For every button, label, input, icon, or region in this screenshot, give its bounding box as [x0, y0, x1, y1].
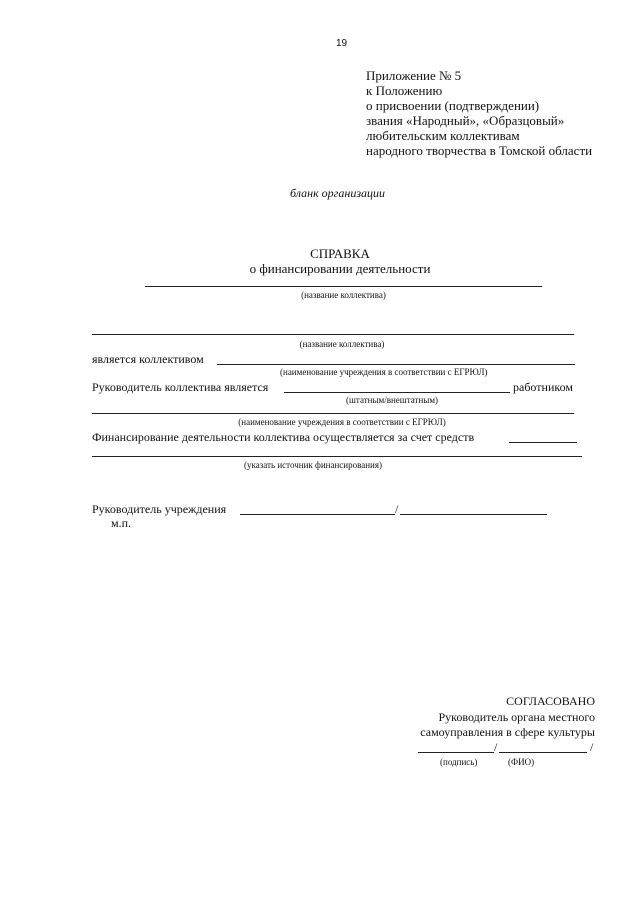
approval-title: СОГЛАСОВАНО — [506, 694, 595, 708]
institution-head-signature-line[interactable] — [240, 514, 395, 515]
appendix-line-3: о присвоении (подтверждении) — [366, 98, 540, 113]
collective-name-line-1[interactable] — [145, 286, 542, 287]
appendix-line-6: народного творчества в Томской области — [366, 143, 593, 158]
approval-name-caption: (ФИО) — [508, 757, 535, 767]
stamp-placeholder: м.п. — [111, 516, 132, 530]
institution-head-name-line[interactable] — [400, 514, 547, 515]
appendix-line-5: любительским коллективам — [366, 128, 520, 143]
document-subtitle: о финансировании деятельности — [249, 261, 431, 276]
institution-head-slash: / — [395, 502, 399, 516]
collective-name-line-2[interactable] — [92, 334, 574, 335]
appendix-line-4: звания «Народный», «Образцовый» — [366, 113, 565, 128]
approval-signature-caption: (подпись) — [440, 757, 478, 767]
page-number: 19 — [336, 38, 348, 49]
institution-head-label: Руководитель учреждения — [92, 502, 227, 516]
funding-line-2[interactable] — [92, 456, 582, 457]
appendix-line-2: к Положению — [366, 83, 443, 98]
funding-source-caption: (указать источник финансирования) — [244, 460, 382, 470]
approval-line-2: самоуправления в сфере культуры — [420, 725, 595, 739]
institution-caption-2: (наименование учреждения в соответствии с ЕГРЮЛ) — [238, 417, 446, 427]
appendix-block — [366, 68, 592, 158]
approval-name-line[interactable] — [499, 752, 587, 753]
approval-line-1: Руководитель органа местного — [438, 710, 595, 724]
collective-name-caption-1: (название коллектива) — [301, 290, 386, 300]
leader-is-label: Руководитель коллектива является — [92, 380, 269, 394]
appendix-line-1: Приложение № 5 — [366, 68, 462, 83]
approval-slash-2: / — [590, 740, 594, 754]
organization-blank-label: бланк организации — [290, 186, 385, 200]
institution-line-2[interactable] — [92, 413, 574, 414]
funding-line-1[interactable] — [509, 442, 577, 443]
approval-slash-1: / — [494, 740, 498, 754]
institution-caption-1: (наименование учреждения в соответствии с ЕГРЮЛ) — [280, 367, 488, 377]
approval-signature-line[interactable] — [418, 752, 494, 753]
institution-line-1[interactable] — [217, 364, 575, 365]
is-collective-label: является коллективом — [92, 352, 204, 366]
collective-name-caption-2: (название коллектива) — [299, 339, 385, 349]
employee-label: работником — [513, 380, 573, 394]
funding-label: Финансирование деятельности коллектива осуществляется за счет средств — [92, 430, 475, 444]
document-title: СПРАВКА — [310, 246, 370, 261]
staff-type-caption: (штатным/внештатным) — [346, 395, 439, 405]
staff-type-line[interactable] — [284, 392, 510, 393]
